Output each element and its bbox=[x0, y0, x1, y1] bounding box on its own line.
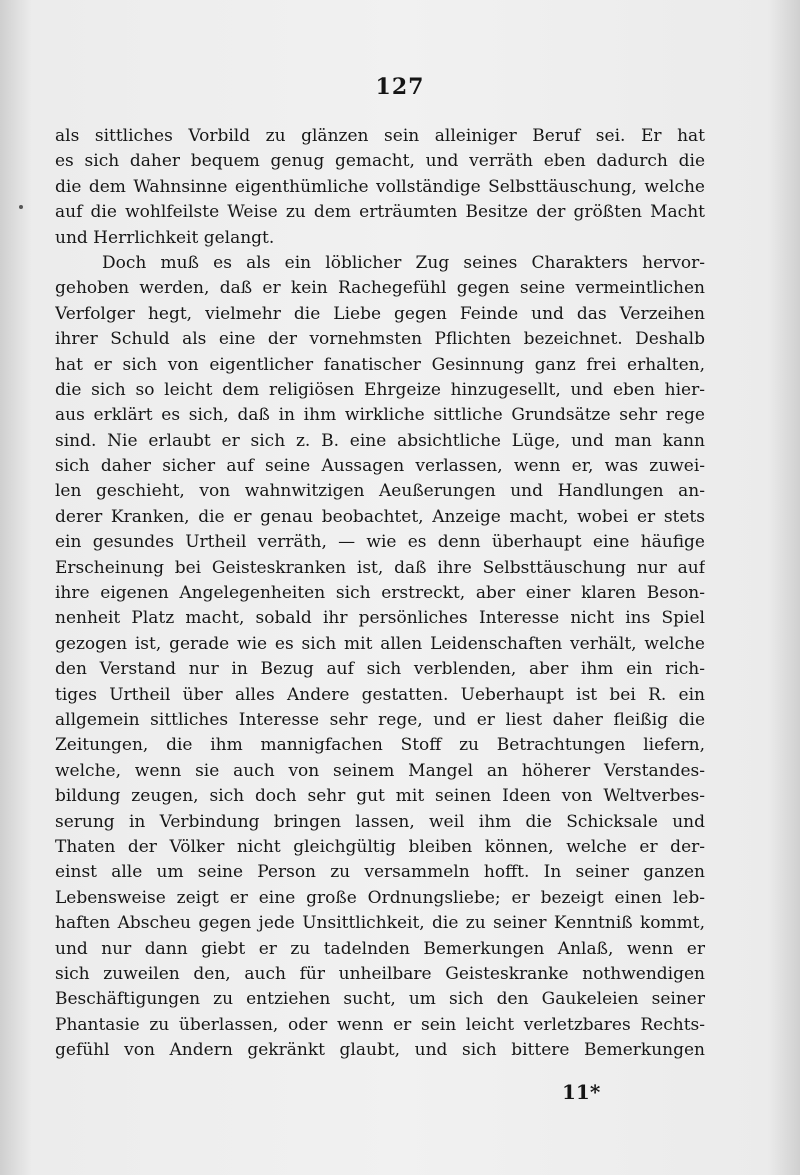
body-text bbox=[55, 124, 705, 1063]
text-line: gehoben werden, daß er kein Rachegefühl gegen seine vermeintlichen bbox=[55, 278, 705, 299]
text-line: gezogen ist, gerade wie es sich mit allen Leidenschaften verhält, welche bbox=[55, 633, 705, 654]
text-line: allgemein sittliches Interesse sehr rege, und er liest daher fleißig die bbox=[55, 709, 705, 730]
text-line: ihre eigenen Angelegenheiten sich erstreckt, aber einer klaren Beson- bbox=[55, 583, 705, 604]
text-line: aus erklärt es sich, daß in ihm wirkliche sittliche Grundsätze sehr rege bbox=[55, 405, 705, 426]
text-line: Verfolger hegt, vielmehr die Liebe gegen Feinde und das Verzeihen bbox=[55, 303, 705, 324]
text-line: auf die wohlfeilste Weise zu dem erträumten Besitze der größten Macht bbox=[55, 202, 705, 223]
text-line: Erscheinung bei Geisteskranken ist, daß ihre Selbsttäuschung nur auf bbox=[55, 557, 705, 578]
text-line: als sittliches Vorbild zu glänzen sein alleiniger Beruf sei. Er hat bbox=[55, 126, 705, 146]
text-line: haften Abscheu gegen jede Unsittlichkeit, die zu seiner Kenntniß kommt, bbox=[55, 913, 705, 934]
text-line: die dem Wahnsinne eigenthümliche vollständige Selbsttäuschung, welche bbox=[55, 176, 705, 197]
text-line: welche, wenn sie auch von seinem Mangel an höherer Verstandes- bbox=[55, 760, 705, 781]
paper-speck bbox=[19, 205, 23, 209]
text-line: einst alle um seine Person zu versammeln hofft. In seiner ganzen bbox=[55, 862, 705, 883]
text-line: ein gesundes Urtheil verräth, — wie es denn überhaupt eine häufige bbox=[55, 532, 705, 553]
text-line: derer Kranken, die er genau beobachtet, Anzeige macht, wobei er stets bbox=[55, 506, 705, 527]
signature-mark: 11* bbox=[562, 1080, 601, 1104]
text-line: Beschäftigungen zu entziehen sucht, um sich den Gaukeleien seiner bbox=[55, 989, 705, 1010]
text-line: serung in Verbindung bringen lassen, weil ihm die Schicksale und bbox=[55, 811, 705, 832]
text-line: es sich daher bequem genug gemacht, und verräth eben dadurch die bbox=[55, 151, 705, 172]
text-line: len geschieht, von wahnwitzigen Aeußerungen und Handlungen an- bbox=[55, 481, 705, 502]
text-line: bildung zeugen, sich doch sehr gut mit seinen Ideen von Weltverbes- bbox=[55, 786, 705, 807]
text-line: und nur dann giebt er zu tadelnden Bemerkungen Anlaß, wenn er bbox=[55, 938, 705, 959]
page-number: 127 bbox=[375, 74, 425, 100]
text-line: gefühl von Andern gekränkt glaubt, und sich bittere Bemerkungen bbox=[55, 1040, 705, 1061]
text-line: nenheit Platz macht, sobald ihr persönliches Interesse nicht ins Spiel bbox=[55, 608, 705, 629]
text-line: Doch muß es als ein löblicher Zug seines Charakters hervor- bbox=[102, 252, 705, 273]
text-line: Thaten der Völker nicht gleichgültig bleiben können, welche er der- bbox=[55, 836, 705, 857]
text-line: sich daher sicher auf seine Aussagen verlassen, wenn er, was zuwei- bbox=[55, 456, 705, 477]
text-line: Zeitungen, die ihm mannigfachen Stoff zu Betrachtungen liefern, bbox=[55, 735, 705, 756]
text-line: die sich so leicht dem religiösen Ehrgeize hinzugesellt, und eben hier- bbox=[55, 379, 705, 400]
text-line: den Verstand nur in Bezug auf sich verblenden, aber ihm ein rich- bbox=[55, 659, 705, 680]
text-line: Lebensweise zeigt er eine große Ordnungsliebe; er bezeigt einen leb- bbox=[55, 887, 705, 908]
text-line: und Herrlichkeit gelangt. bbox=[55, 227, 275, 248]
text-line: ihrer Schuld als eine der vornehmsten Pflichten bezeichnet. Deshalb bbox=[55, 329, 705, 350]
text-line: Phantasie zu überlassen, oder wenn er sein leicht verletzbares Rechts- bbox=[55, 1014, 705, 1035]
text-line: hat er sich von eigentlicher fanatischer Gesinnung ganz frei erhalten, bbox=[55, 354, 705, 375]
text-line: sich zuweilen den, auch für unheilbare Geisteskranke nothwendigen bbox=[55, 963, 705, 984]
text-line: sind. Nie erlaubt er sich z. B. eine absichtliche Lüge, und man kann bbox=[55, 430, 705, 451]
text-line: tiges Urtheil über alles Andere gestatten. Ueberhaupt ist bei R. ein bbox=[55, 684, 705, 705]
